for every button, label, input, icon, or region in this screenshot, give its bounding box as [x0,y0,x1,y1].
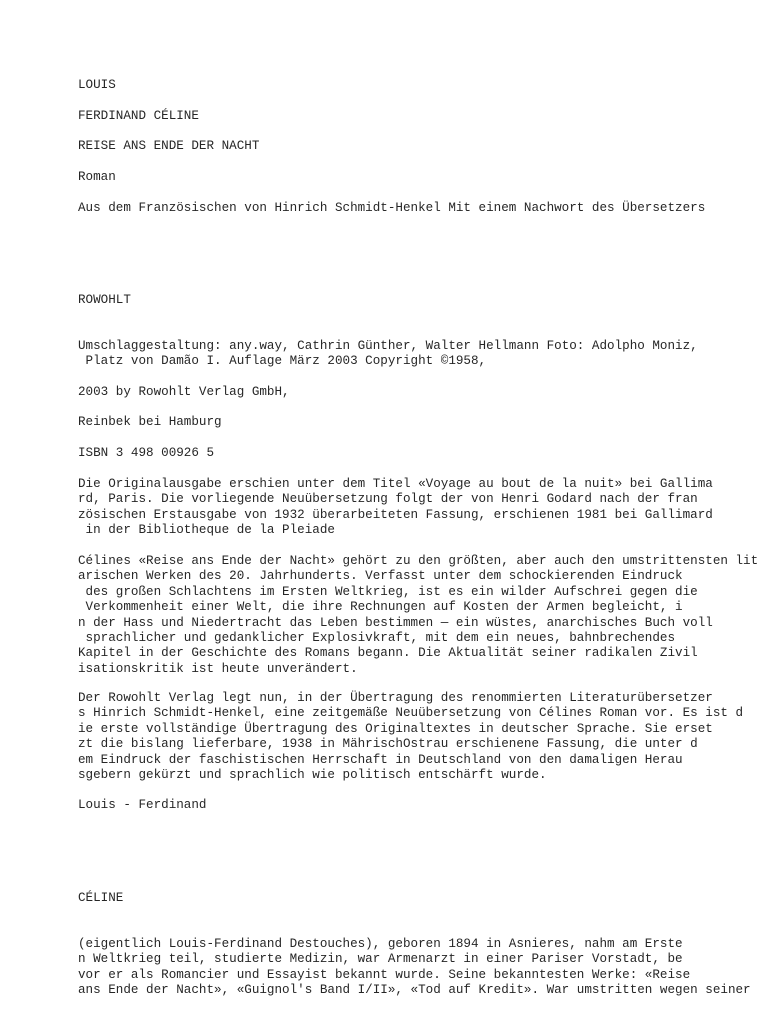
publisher-name: ROWOHLT [78,293,131,307]
cover-credits: Umschlaggestaltung: any.way, Cathrin Günther, Walter Hellmann Foto: Adolpho Moniz, Platz von Damão I. Auflage März 2003 Copyright ©1958, [78,339,698,369]
about-work-paragraph: Célines «Reise ans Ende der Nacht» gehört zu den größten, aber auch den umstrittensten lit arischen Werken des 20. Jahrhunderts. Verfasst unter dem schockierenden Eindruck des großen Schlachtens im Ersten Weltkrieg, ist es ein wilder Aufschrei gegen die Verkommenheit einer Welt, die ihre Rechnungen auf Kosten der Armen begleicht, i n der Hass und Niedertracht das Leben bestimmen — ein wüstes, anarchisches Buch voll sprachlicher und gedanklicher Explosivkraft, mit dem ein neues, bahnbrechendes Kapitel in der Geschichte des Romans begann. Die Aktualität seiner radikalen Zivil isationskritik ist heute unverändert. [78,554,759,676]
isbn: ISBN 3 498 00926 5 [78,446,215,460]
publisher-location: Reinbek bei Hamburg [78,415,222,429]
genre-label: Roman [78,170,116,184]
copyright-holder: 2003 by Rowohlt Verlag GmbH, [78,385,290,399]
author-heading-first: Louis - Ferdinand [78,798,207,812]
author-heading-last: CÉLINE [78,891,124,905]
author-bio-paragraph: (eigentlich Louis-Ferdinand Destouches), geboren 1894 in Asnieres, nahm am Erste n Weltkrieg teil, studierte Medizin, war Armenarzt in einer Pariser Vorstadt, be vor er als Romancier und Essayist bekannt wurde. Seine bekanntesten Werke: «Reise ans Ende der Nacht», «Guignol's Band I/II», «Tod auf Kredit». War umstritten wegen seiner [78,937,751,998]
original-edition-paragraph: Die Originalausgabe erschien unter dem Titel «Voyage au bout de la nuit» bei Gallima rd, Paris. Die vorliegende Neuübersetzung folgt der von Henri Godard nach der fran zösischen Erstausgabe von 1932 überarbeiteten Fassung, erschienen 1981 bei Gallimard in der Bibliotheque de la Pleiade [78,477,713,538]
about-translation-paragraph: Der Rowohlt Verlag legt nun, in der Übertragung des renommierten Literaturübersetzer s Hinrich Schmidt-Henkel, eine zeitgemäße Neuübersetzung von Célines Roman vor. Es ist d ie erste vollständige Übertragung des Originaltextes in deutscher Sprache. Sie erset zt die bislang lieferbare, 1938 in MährischOstrau erschienene Fassung, die unter d em Eindruck der faschistischen Herrschaft in Deutschland von den damaligen Herau sgebern gekürzt und sprachlich wie politisch entschärft wurde. [78,691,744,783]
author-first-name: LOUIS [78,78,116,92]
author-name: FERDINAND CÉLINE [78,109,199,123]
book-title: REISE ANS ENDE DER NACHT [78,139,260,153]
translation-note: Aus dem Französischen von Hinrich Schmidt-Henkel Mit einem Nachwort des Übersetzers [78,201,706,215]
